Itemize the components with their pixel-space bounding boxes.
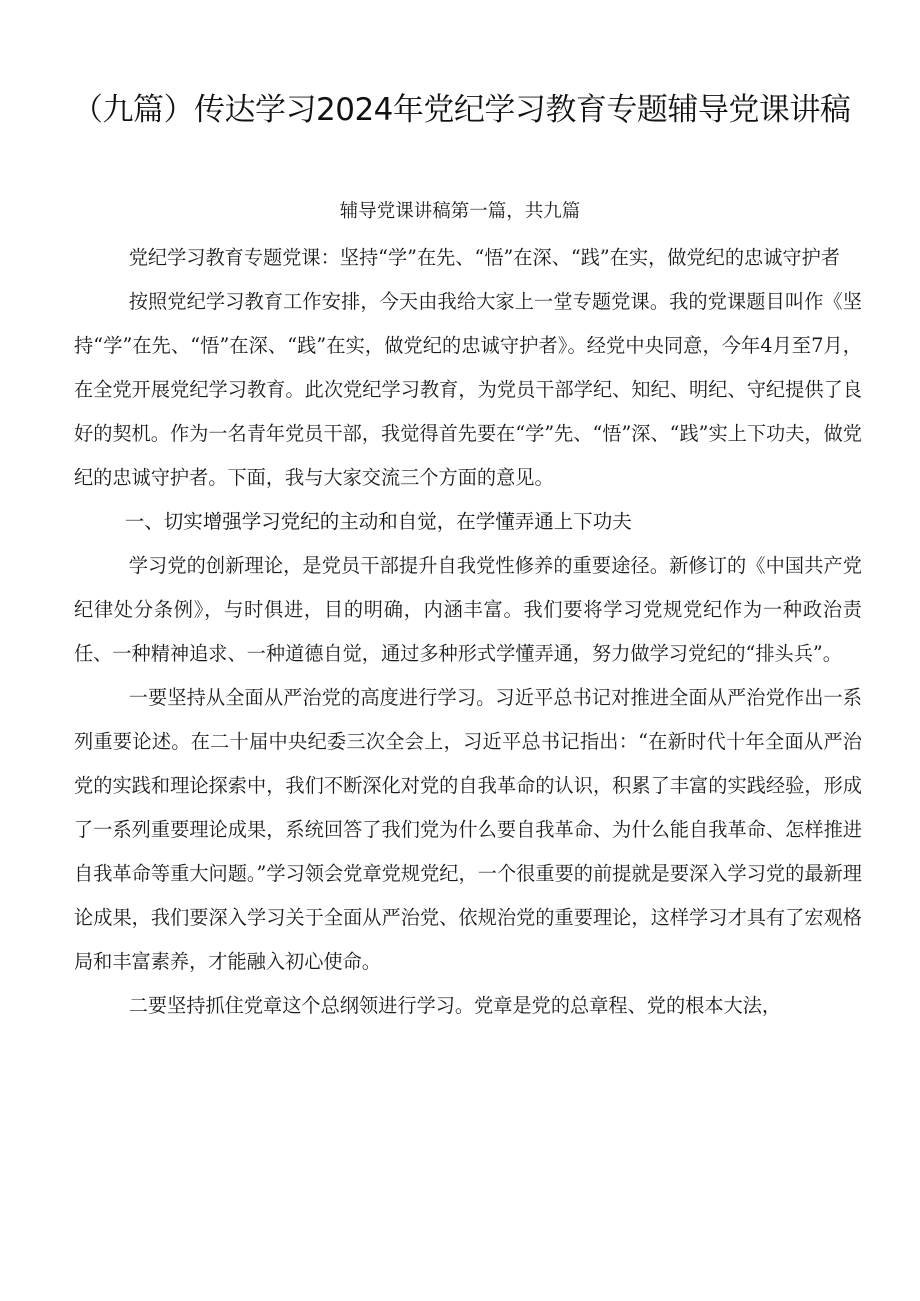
section-heading-1: 一、切实增强学习党纪的主动和自觉，在学懂弄通上下功夫 xyxy=(124,510,632,533)
document-subtitle: 辅导党课讲稿第一篇，共九篇 xyxy=(339,201,581,222)
paragraph-point-2: 二要坚持抓住党章这个总纲领进行学习。党章是党的总章程、党的根本大法， xyxy=(128,994,782,1017)
paragraph-lesson-title: 党纪学习教育专题党课：坚持“学”在先、“悟”在深、“践”在实，做党纪的忠诚守护者 xyxy=(128,246,840,269)
document-body xyxy=(74,236,862,1028)
paragraph-section1-intro: 学习党的创新理论，是党员干部提升自我党性修养的重要途径。新修订的《中国共产党纪律处分条例》，与时俱进，目的明确，内涵丰富。我们要将学习党规党纪作为一种政治责任、一种精神追求、一种道德自觉，通过多种形式学懂弄通，努力做学习党纪的“排头兵”。 xyxy=(74,554,862,665)
paragraph-introduction: 按照党纪学习教育工作安排，今天由我给大家上一堂专题党课。我的党课题目叫作《坚持“学”在先、“悟”在深、“践”在实，做党纪的忠诚守护者》。经党中央同意，今年4月至7月，在全党开展党纪学习教育。此次党纪学习教育，为党员干部学纪、知纪、明纪、守纪提供了良好的契机。作为一名青年党员干部，我觉得首先要在“学”先、“悟”深、“践”实上下功夫，做党纪的忠诚守护者。下面，我与大家交流三个方面的意见。 xyxy=(74,290,862,489)
document-title: （九篇）传达学习2024年党纪学习教育专题辅导党课讲稿 xyxy=(72,92,851,128)
paragraph-point-1: 一要坚持从全面从严治党的高度进行学习。习近平总书记对推进全面从严治党作出一系列重要论述。在二十届中央纪委三次全会上，习近平总书记指出：“在新时代十年全面从严治党的实践和理论探索中，我们不断深化对党的自我革命的认识，积累了丰富的实践经验，形成了一系列重要理论成果，系统回答了我们党为什么要自我革命、为什么能自我革命、怎样推进自我革命等重大问题。”学习领会党章党规党纪，一个很重要的前提就是要深入学习党的最新理论成果，我们要深入学习关于全面从严治党、依规治党的重要理论，这样学习才具有了宏观格局和丰富素养，才能融入初心使命。 xyxy=(74,686,862,973)
